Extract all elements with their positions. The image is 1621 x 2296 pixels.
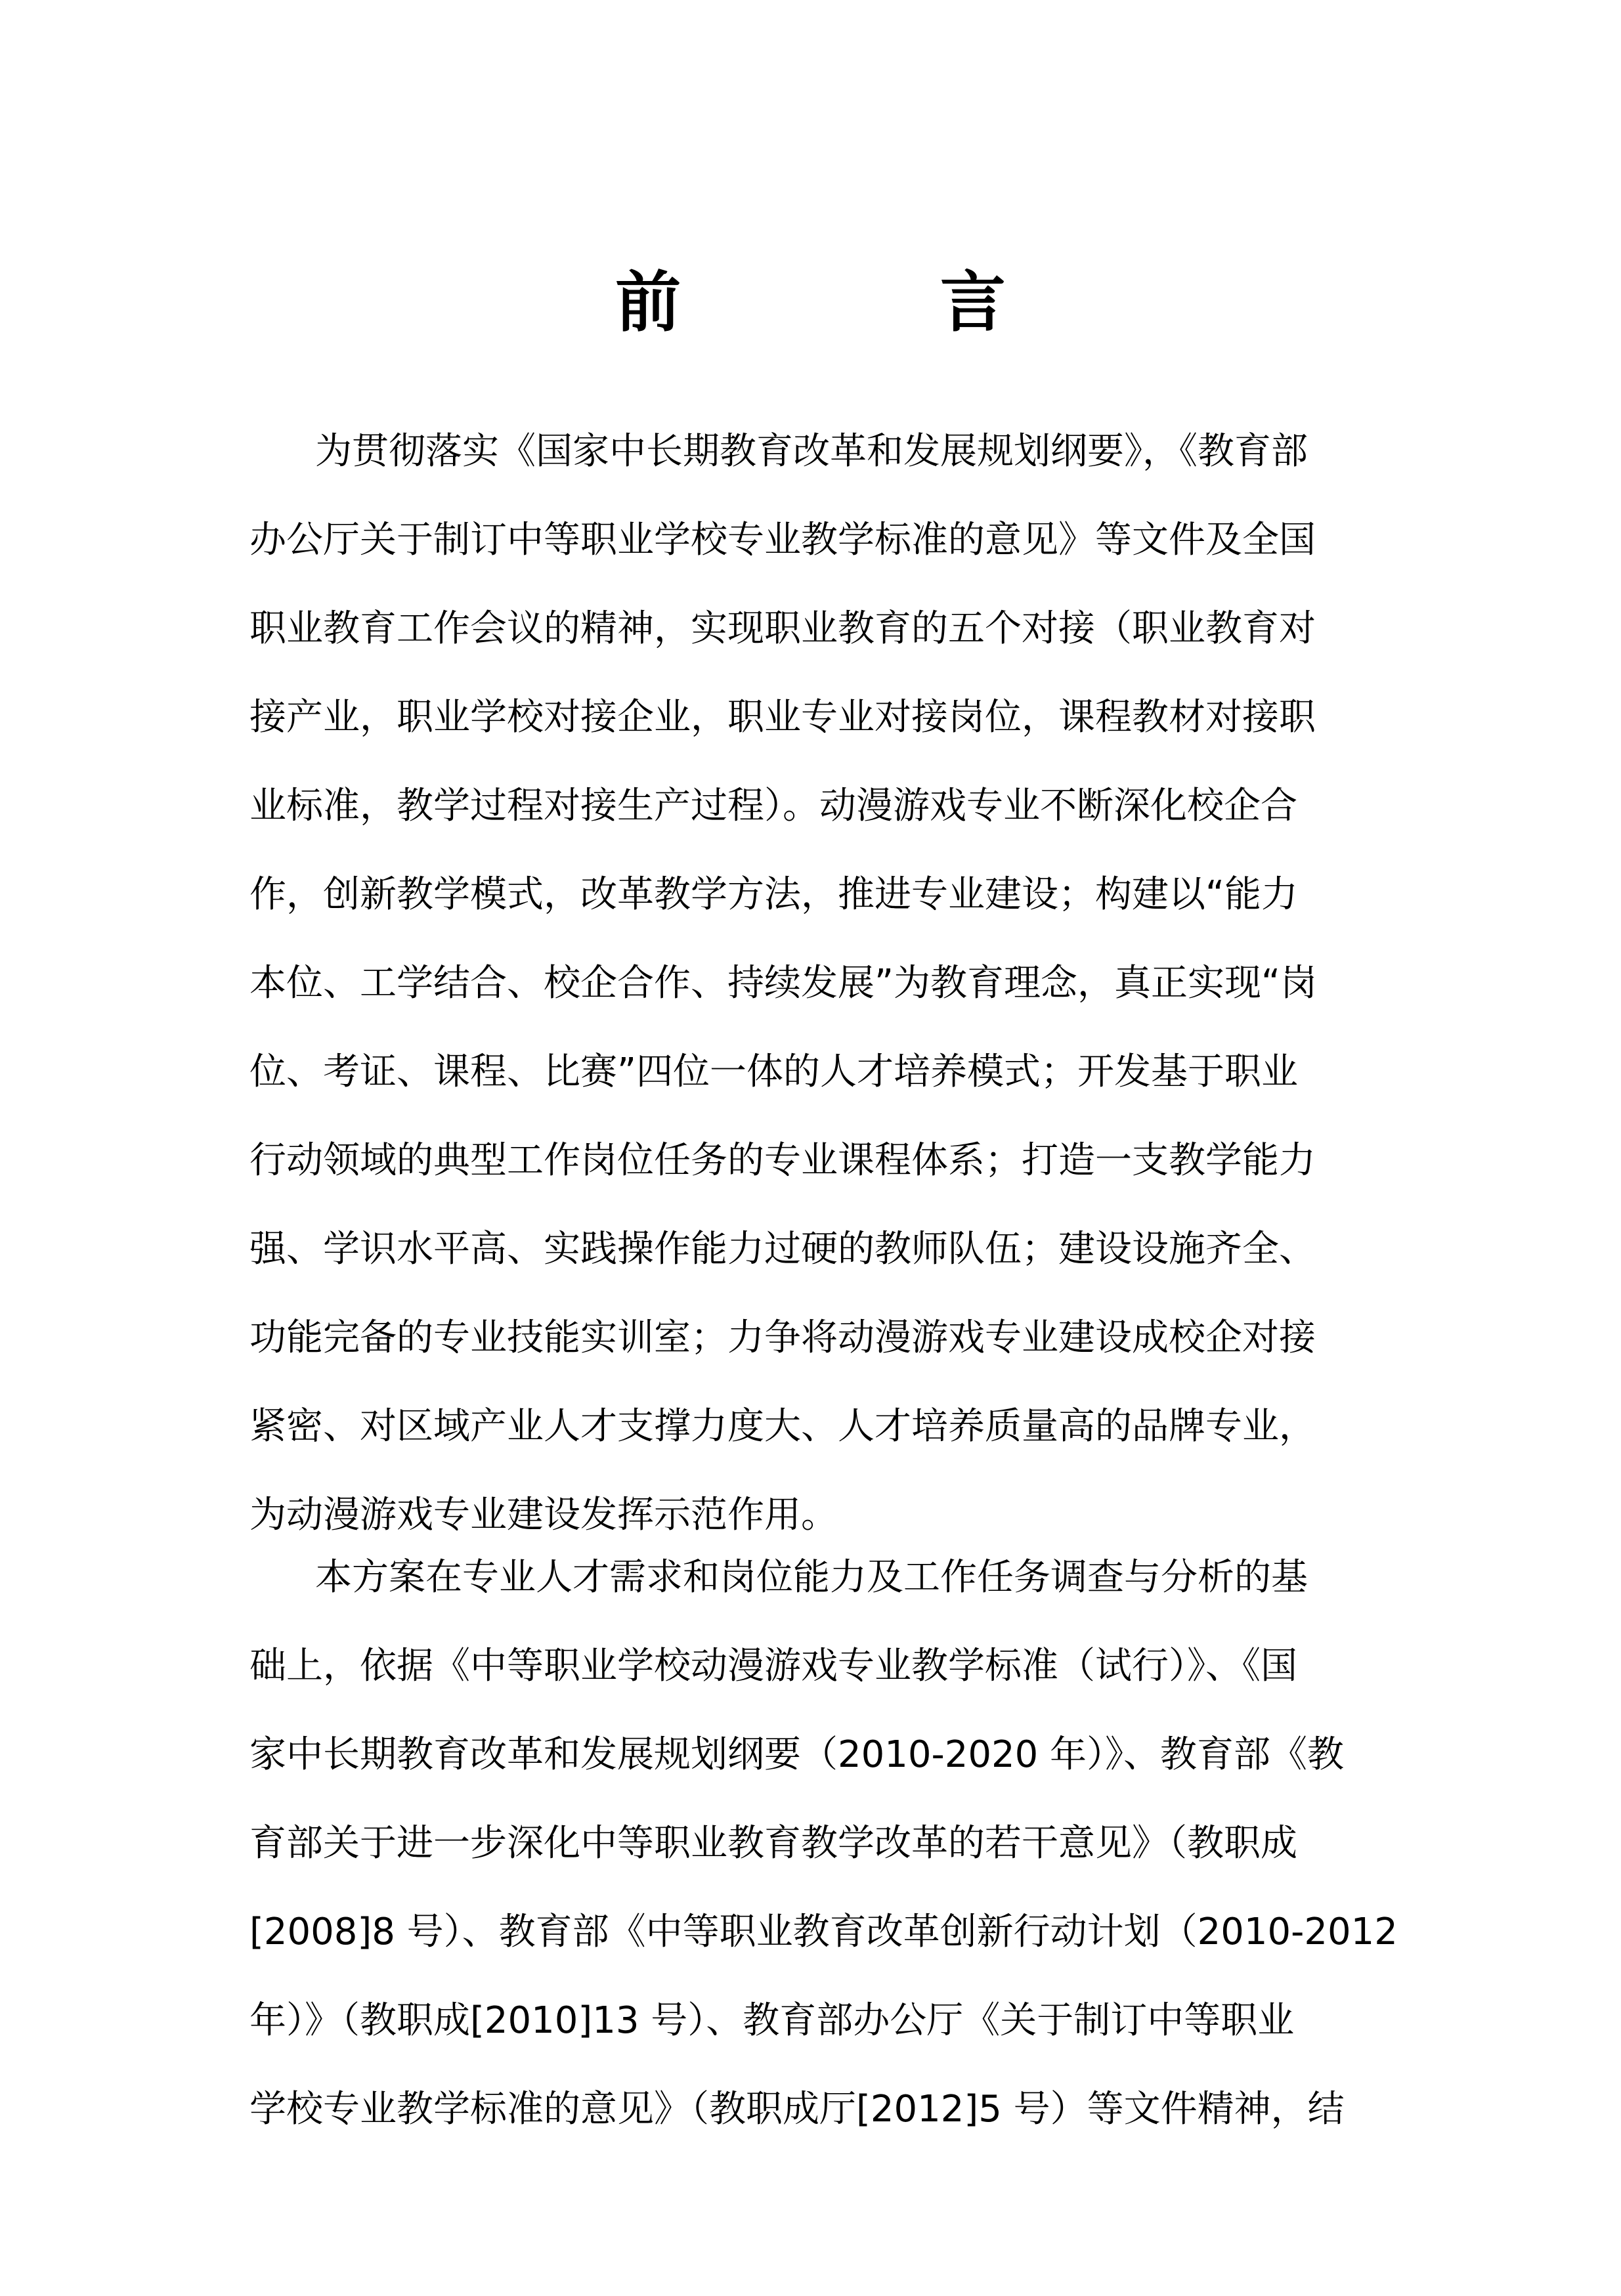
paragraph-line: 办公厅关于制订中等职业学校专业教学标准的意见》等文件及全国 — [249, 519, 1316, 561]
paragraph-line: 强、学识水平高、实践操作能力过硬的教师队伍；建设设施齐全、 — [249, 1228, 1316, 1270]
paragraph-line: 行动领域的典型工作岗位任务的专业课程体系；打造一支教学能力 — [249, 1139, 1316, 1182]
paragraph-line: 学校专业教学标准的意见》（教职成厅[2012]5 号）等文件精神，结 — [249, 2088, 1345, 2131]
paragraph-line: 础上，依据《中等职业学校动漫游戏专业教学标准（试行）》、《国 — [249, 1645, 1297, 1687]
paragraph-line: 家中长期教育改革和发展规划纲要（2010-2020 年）》、教育部《教 — [249, 1733, 1345, 1776]
paragraph-line: 紧密、对区域产业人才支撑力度大、人才培养质量高的品牌专业， — [249, 1405, 1316, 1448]
paragraph-line: 接产业，职业学校对接企业，职业专业对接岗位，课程教材对接职 — [249, 696, 1316, 739]
paragraph-line: 功能完备的专业技能实训室；力争将动漫游戏专业建设成校企对接 — [249, 1316, 1316, 1359]
paragraph-line: [2008]8 号）、教育部《中等职业教育改革创新行动计划（2010-2012 — [249, 1911, 1398, 1953]
page-title: 前 言 — [615, 263, 1124, 341]
paragraph-line: 位、考证、课程、比赛”四位一体的人才培养模式；开发基于职业 — [249, 1051, 1299, 1093]
paragraph-line: 职业教育工作会议的精神，实现职业教育的五个对接（职业教育对 — [249, 607, 1316, 650]
paragraph-2 — [249, 1533, 1398, 2154]
paragraph-line: 年）》（教职成[2010]13 号）、教育部办公厅《关于制订中等职业 — [249, 1999, 1295, 2042]
paragraph-line: 育部关于进一步深化中等职业教育教学改革的若干意见》（教职成 — [249, 1822, 1297, 1865]
paragraph-line: 为动漫游戏专业建设发挥示范作用。 — [249, 1494, 838, 1536]
paragraph-line: 本方案在专业人才需求和岗位能力及工作任务调查与分析的基 — [315, 1556, 1308, 1599]
paragraph-line: 为贯彻落实《国家中长期教育改革和发展规划纲要》，《教育部 — [315, 430, 1308, 473]
paragraph-line: 作，创新教学模式，改革教学方法，推进专业建设；构建以“能力 — [249, 873, 1299, 916]
paragraph-line: 本位、工学结合、校企合作、持续发展”为教育理念，真正实现“岗 — [249, 962, 1318, 1005]
paragraph-line: 业标准，教学过程对接生产过程）。动漫游戏专业不断深化校企合 — [249, 785, 1297, 827]
paragraph-1 — [249, 407, 1379, 1559]
